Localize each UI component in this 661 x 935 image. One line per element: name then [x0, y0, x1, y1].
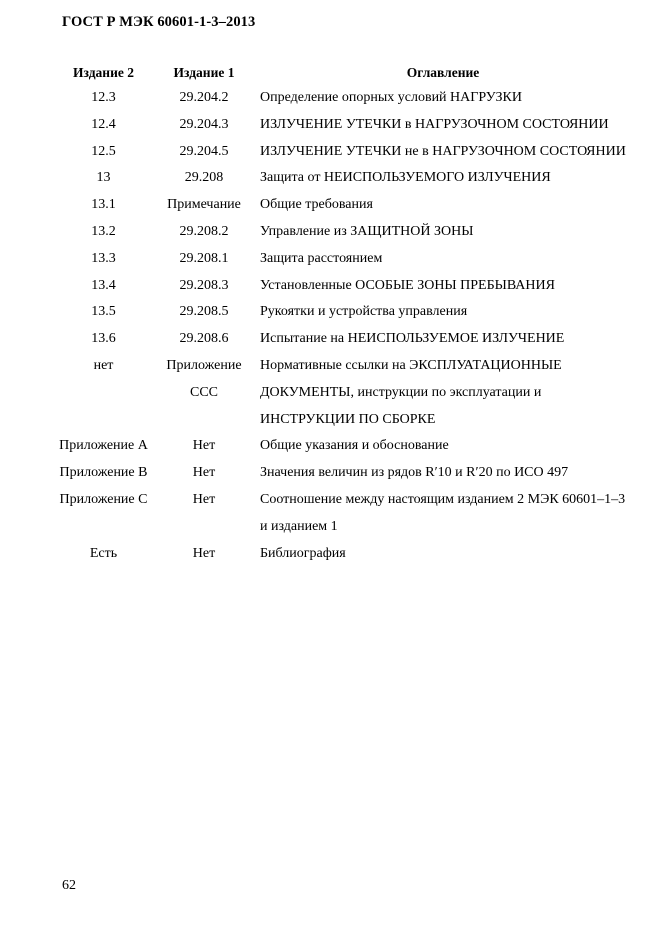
table-row — [55, 165, 630, 192]
edition-2-cell: 13.2 — [91, 223, 116, 239]
contents-cell: Общие указания и обоснование — [260, 438, 449, 454]
contents-cell: Нормативные ссылки на ЭКСПЛУАТАЦИОННЫЕ ДОКУМЕНТЫ, инструкции по эксплуатации и ИНСТРУКЦИИ ПО СБОРКЕ — [260, 357, 562, 427]
contents-cell: Защита от НЕИСПОЛЬЗУЕМОГО ИЗЛУЧЕНИЯ — [260, 170, 551, 186]
contents-cell: ИЗЛУЧЕНИЕ УТЕЧКИ в НАГРУЗОЧНОМ СОСТОЯНИИ — [260, 116, 609, 132]
contents-cell: Испытание на НЕИСПОЛЬЗУЕМОЕ ИЗЛУЧЕНИЕ — [260, 331, 565, 347]
table-row — [55, 326, 630, 353]
edition-1-cell: Нет — [192, 491, 216, 507]
contents-cell: Рукоятки и устройства управления — [260, 304, 468, 320]
edition-1-cell: 29.204.2 — [179, 90, 229, 105]
edition-2-cell: 12.5 — [91, 143, 116, 159]
edition-1-cell: 29.208.5 — [179, 304, 229, 320]
edition-2-cell: 12.4 — [91, 116, 116, 132]
edition-1-cell: Примечание — [167, 197, 241, 213]
edition-2-cell: Приложение A — [59, 438, 148, 454]
edition-1-cell: 29.204.5 — [179, 143, 229, 159]
edition-2-cell: Приложение B — [59, 465, 148, 481]
table-row — [55, 219, 630, 246]
correspondence-table — [55, 63, 630, 567]
edition-2-cell: 13.3 — [91, 250, 116, 266]
contents-cell: Управление из ЗАЩИТНОЙ ЗОНЫ — [260, 223, 474, 239]
column-header-edition-2: Издание 2 — [73, 65, 134, 80]
contents-cell: Определение опорных условий НАГРУЗКИ — [260, 90, 522, 105]
table-row — [55, 83, 630, 112]
table-row — [55, 139, 630, 166]
edition-1-cell: 29.204.3 — [179, 116, 229, 132]
edition-2-cell: Есть — [89, 545, 118, 561]
contents-cell: Общие требования — [260, 197, 373, 213]
table-row — [55, 273, 630, 300]
edition-1-cell: 29.208.6 — [179, 331, 229, 347]
page-number: 62 — [62, 878, 76, 893]
edition-2-cell: нет — [93, 357, 114, 373]
contents-cell: Соотношение между настоящим изданием 2 МЭК 60601–1–3 и изданием 1 — [260, 491, 626, 534]
table-row — [55, 112, 630, 139]
contents-cell: Библиография — [260, 545, 346, 561]
contents-cell: Установленные ОСОБЫЕ ЗОНЫ ПРЕБЫВАНИЯ — [260, 277, 555, 293]
table-row — [55, 460, 630, 487]
table-header-row — [55, 63, 630, 83]
table-row — [55, 353, 630, 433]
edition-1-cell: Нет — [192, 545, 216, 561]
edition-1-cell: 29.208.1 — [179, 250, 229, 266]
edition-1-cell: 29.208.2 — [179, 223, 229, 239]
table-row — [55, 433, 630, 460]
table-row — [55, 192, 630, 219]
contents-cell: ИЗЛУЧЕНИЕ УТЕЧКИ не в НАГРУЗОЧНОМ СОСТОЯНИИ — [260, 143, 626, 159]
table-row — [55, 299, 630, 326]
table-row — [55, 246, 630, 273]
edition-1-cell: 29.208 — [184, 170, 224, 186]
edition-1-cell: Нет — [192, 465, 216, 481]
table-row — [55, 487, 630, 541]
edition-2-cell: 13 — [96, 170, 111, 186]
contents-cell: Защита расстоянием — [260, 250, 383, 266]
table-row — [55, 541, 630, 568]
edition-1-cell: Приложение CCC — [166, 357, 242, 400]
edition-2-cell: 13.1 — [91, 197, 116, 213]
contents-cell: Значения величин из рядов R′10 и R′20 по ИСО 497 — [260, 465, 569, 481]
edition-2-cell: 12.3 — [91, 90, 116, 105]
edition-1-cell: Нет — [192, 438, 216, 454]
edition-1-cell: 29.208.3 — [179, 277, 229, 293]
edition-2-cell: Приложение C — [59, 491, 148, 507]
edition-2-cell: 13.4 — [91, 277, 116, 293]
column-header-contents: Оглавление — [406, 65, 480, 80]
edition-2-cell: 13.6 — [91, 331, 116, 347]
column-header-edition-1: Издание 1 — [173, 65, 235, 80]
document-header: ГОСТ Р МЭК 60601-1-3–2013 — [62, 14, 256, 30]
edition-2-cell: 13.5 — [91, 304, 116, 320]
